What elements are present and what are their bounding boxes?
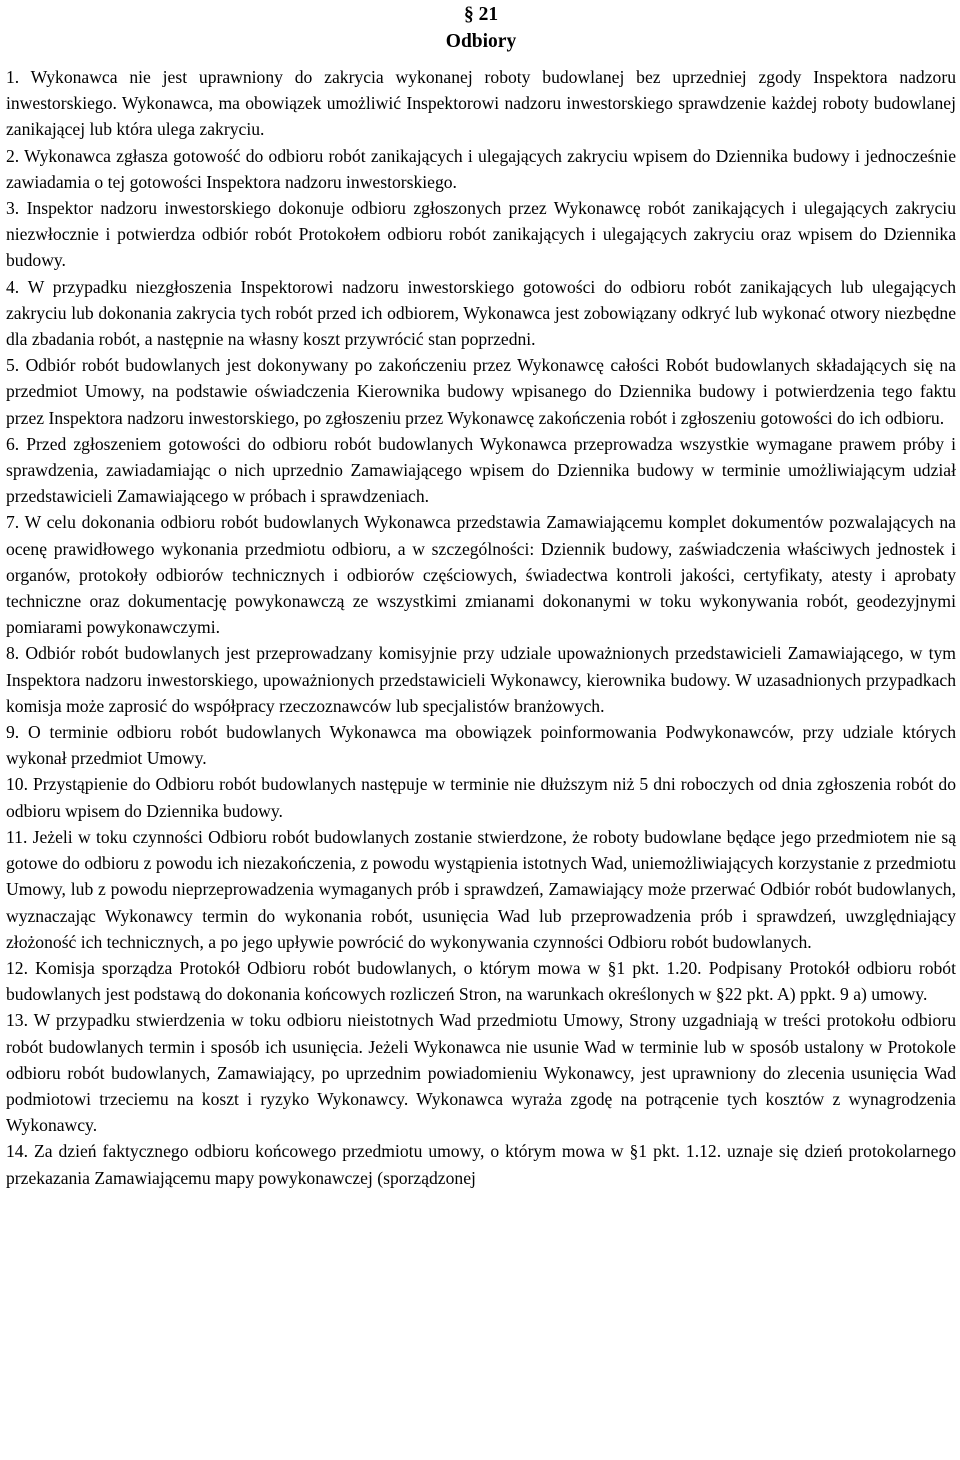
document-body [6, 64, 956, 1191]
paragraph-4: 4. W przypadku niezgłoszenia Inspektorowi nadzoru inwestorskiego gotowości do odbioru robót zanikających lub ulegających zakryciu lub dokonania zakrycia tych robót przed ich odbiorem, Wykonawca jest zobowiązany odkryć lub wykonać otwory niezbędne dla zbadania robót, a następnie na własny koszt przywrócić stan poprzedni. [6, 276, 956, 350]
paragraph-11: 11. Jeżeli w toku czynności Odbioru robót budowlanych zostanie stwierdzone, że roboty budowlane będące jego przedmiotem nie są gotowe do odbioru z powodu ich niezakończenia, z powodu wystąpienia istotnych Wad, uniemożliwiających korzystanie z przedmiotu Umowy, lub z powodu nieprzeprowadzenia wymaganych prób i sprawdzeń, Zamawiający może przerwać Odbiór robót budowlanych, wyznaczając Wykonawcy termin do wykonania robót, usunięcia Wad lub przeprowadzenia prób i sprawdzeń, uwzględniający złożoność ich technicznych, a po jego upływie powrócić do wykonywania czynności Odbioru robót budowlanych. [6, 826, 956, 952]
document-page [6, 0, 956, 1191]
paragraph-1: 1. Wykonawca nie jest uprawniony do zakrycia wykonanej roboty budowlanej bez uprzedniej zgody Inspektora nadzoru inwestorskiego. Wykonawca, ma obowiązek umożliwić Inspektorowi nadzoru inwestorskiego sprawdzenie każdej roboty budowlanej zanikającej lub która ulega zakryciu. [6, 67, 956, 140]
paragraph-3: 3. Inspektor nadzoru inwestorskiego dokonuje odbioru zgłoszonych przez Wykonawcę robót zanikających i ulegających zakryciu niezwłocznie i potwierdza odbiór robót Protokołem odbioru robót zanikających i ulegających zakryciu oraz wpisem do Dziennika budowy. [6, 198, 956, 271]
paragraph-7: 7. W celu dokonania odbioru robót budowlanych Wykonawca przedstawia Zamawiającemu komplet dokumentów pozwalających na ocenę prawidłowego wykonania przedmiotu odbioru, a w szczególności: Dziennik budowy, zaświadczenia właściwych jednostek i organów, protokoły odbiorów technicznych i odbiorów częściowych, świadectwa kontroli jakości, certyfikaty, atesty i aprobaty techniczne oraz dokumentację powykonawczą ze wszystkimi zmianami dokonanymi w toku wykonywania robót, geodezyjnymi pomiarami powykonawczymi. [6, 512, 956, 638]
paragraph-13: 13. W przypadku stwierdzenia w toku odbioru nieistotnych Wad przedmiotu Umowy, Strony uzgadniają w treści protokołu odbioru robót budowlanych termin i sposób ich usunięcia. Jeżeli Wykonawca nie usunie Wad w terminie lub w sposób ustalony w Protokole odbioru robót budowlanych, Zamawiający, po uprzednim powiadomieniu Wykonawcy, jest uprawniony do zlecenia usunięcia Wad podmiotowi trzeciemu na koszt i ryzyko Wykonawcy. Wykonawca wyraża zgodę na potrącenie tych kosztów z wynagrodzenia Wykonawcy. [6, 1010, 956, 1136]
section-title: Odbiory [445, 31, 517, 52]
section-header [6, 0, 956, 57]
paragraph-14: 14. Za dzień faktycznego odbioru końcowego przedmiotu umowy, o którym mowa w §1 pkt. 1.12. uznaje się dzień protokolarnego przekazania Zamawiającemu mapy powykonawczej (sporządzonej [6, 1141, 956, 1188]
paragraph-10: 10. Przystąpienie do Odbioru robót budowlanych następuje w terminie nie dłuższym niż 5 dni roboczych od dnia zgłoszenia robót do odbioru wpisem do Dziennika budowy. [6, 774, 956, 821]
paragraph-9: 9. O terminie odbioru robót budowlanych Wykonawca ma obowiązek poinformowania Podwykonawców, przy udziale których wykonał przedmiot Umowy. [6, 722, 956, 769]
section-number: § 21 [463, 4, 499, 25]
paragraph-12: 12. Komisja sporządza Protokół Odbioru robót budowlanych, o którym mowa w §1 pkt. 1.20. Podpisany Protokół odbioru robót budowlanych jest podstawą do dokonania końcowych rozliczeń Stron, na warunkach określonych w §22 pkt. A) ppkt. 9 a) umowy. [6, 957, 956, 1005]
paragraph-5: 5. Odbiór robót budowlanych jest dokonywany po zakończeniu przez Wykonawcę całości Robót budowlanych składających się na przedmiot Umowy, na podstawie oświadczenia Kierownika budowy wpisanego do Dziennika budowy i potwierdzenia tego faktu przez Inspektora nadzoru inwestorskiego, po zgłoszeniu przez Wykonawcę zakończenia robót i zgłoszeniu gotowości do ich odbioru. [6, 355, 956, 428]
paragraph-2: 2. Wykonawca zgłasza gotowość do odbioru robót zanikających i ulegających zakryciu wpisem do Dziennika budowy i jednocześnie zawiadamia o tej gotowości Inspektora nadzoru inwestorskiego. [6, 145, 956, 192]
paragraph-8: 8. Odbiór robót budowlanych jest przeprowadzany komisyjnie przy udziale upoważnionych przedstawicieli Zamawiającego, w tym Inspektora nadzoru inwestorskiego, upoważnionych przedstawicieli Wykonawcy, kierownika budowy. W uzasadnionych przypadkach komisja może zaprosić do współpracy rzeczoznawców lub specjalistów branżowych. [6, 643, 956, 716]
paragraph-6: 6. Przed zgłoszeniem gotowości do odbioru robót budowlanych Wykonawca przeprowadza wszystkie wymagane prawem próby i sprawdzenia, zawiadamiając o nich uprzednio Zamawiającego wpisem do Dziennika budowy w terminie umożliwiającym udział przedstawicieli Zamawiającego w próbach i sprawdzeniach. [6, 433, 956, 507]
